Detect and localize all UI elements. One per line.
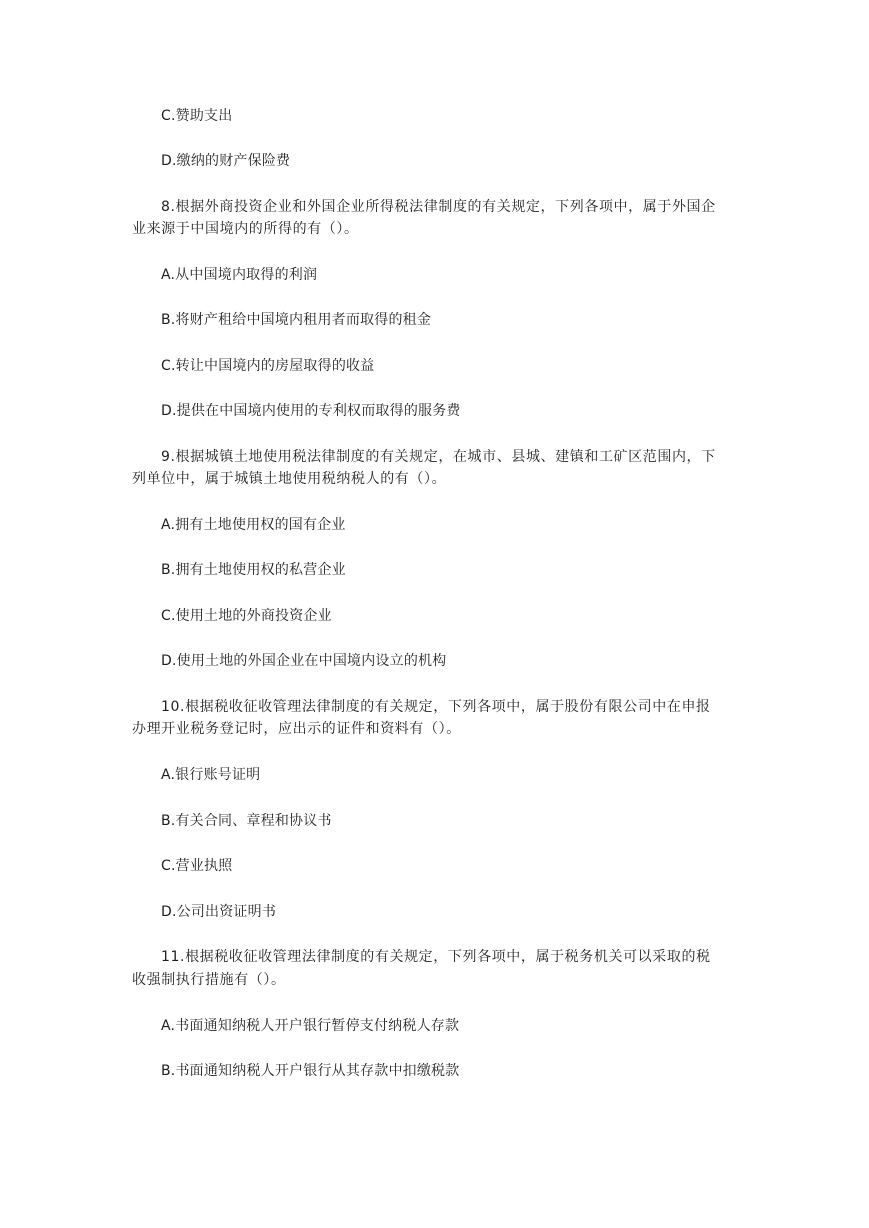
question-10-option-a: A.银行账号证明 [161,767,261,783]
question-10-line-2: 办理开业税务登记时，应出示的证件和资料有（）。 [132,721,461,737]
question-9-line-1: 9.根据城镇土地使用税法律制度的有关规定，在城市、县城、建镇和工矿区范围内，下 [161,449,716,465]
question-8-option-a: A.从中国境内取得的利润 [161,267,318,283]
question-9-option-c: C.使用土地的外商投资企业 [161,608,332,624]
question-8-option-d: D.提供在中国境内使用的专利权而取得的服务费 [161,403,461,419]
question-9-option-a: A.拥有土地使用权的国有企业 [161,517,346,533]
question-9-line-2: 列单位中，属于城镇土地使用税纳税人的有（）。 [132,471,447,487]
question-9-option-b: B.拥有土地使用权的私营企业 [161,562,346,578]
question-8-option-b: B.将财产租给中国境内租用者而取得的租金 [161,312,432,328]
question-11-line-1: 11.根据税收征收管理法律制度的有关规定，下列各项中，属于税务机关可以采取的税 [161,949,711,965]
question-10-option-d: D.公司出资证明书 [161,904,277,920]
question-8-line-2: 业来源于中国境内的所得的有（）。 [132,221,359,237]
option-d-property-insurance: D.缴纳的财产保险费 [161,153,291,169]
question-10-option-b: B.有关合同、章程和协议书 [161,813,332,829]
question-10-line-1: 10.根据税收征收管理法律制度的有关规定，下列各项中，属于股份有限公司中在申报 [161,699,711,715]
question-11-option-b: B.书面通知纳税人开户银行从其存款中扣缴税款 [161,1063,460,1079]
option-c-sponsorship: C.赞助支出 [161,108,233,124]
question-10-option-c: C.营业执照 [161,858,233,874]
question-11-option-a: A.书面通知纳税人开户银行暂停支付纳税人存款 [161,1018,460,1034]
question-8-option-c: C.转让中国境内的房屋取得的收益 [161,358,375,374]
question-9-option-d: D.使用土地的外国企业在中国境内设立的机构 [161,653,447,669]
question-8-line-1: 8.根据外商投资企业和外国企业所得税法律制度的有关规定，下列各项中，属于外国企 [161,199,716,215]
question-11-line-2: 收强制执行措施有（）。 [132,972,286,988]
